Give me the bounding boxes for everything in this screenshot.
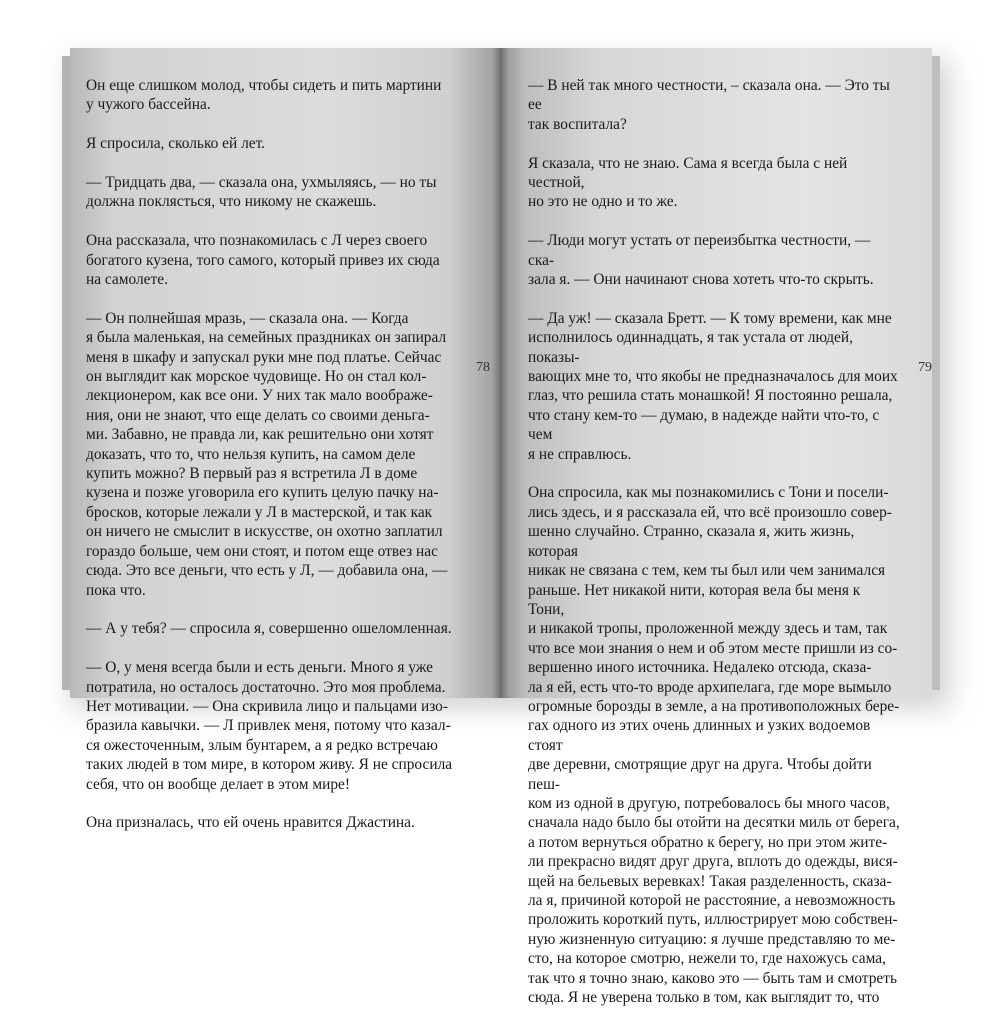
paragraph: — Тридцать два, — сказала она, ухмыляясь, — но ты должна поклясться, что никому не скажешь. [86, 174, 437, 211]
paragraph: — Да уж! — сказала Бретт. — К тому времени, как мне исполнилось одиннадцать, я так устала от людей, показы- вающих мне то, что якобы не предназначалось для моих глаз, что решила стать монашкой! Я постоянно решала, что стану кем-то — думаю, в надежде найти что-то, с чем я не справлюсь. [528, 309, 898, 463]
paragraph: — О, у меня всегда были и есть деньги. Много я уже потратила, но осталось достаточно. Это моя проблема. Нет мотивации. — Она скривила лицо и пальцами изо- бразила кавычки. — Л привлек меня, потому что казал- ся ожесточенным, злым бунтарем, а я редко встречаю таких людей в том мире, в котором живу. Я не спросила себя, что он вообще делает в этом мире! [86, 659, 453, 793]
paragraph: — В ней так много честности, – сказала она. — Это ты ее так воспитала? [528, 77, 890, 133]
paragraph: Она призналась, что ей очень нравится Джастина. [86, 814, 415, 832]
paragraph: Я спросила, сколько ей лет. [86, 135, 266, 153]
paragraph: — Он полнейшая мразь, — сказала она. — Когда я была маленькая, на семейных праздниках он запирал меня в шкафу и запускал руки мне под платье. Сейчас он выглядит как морское чудовище. Но он стал кол- лекционером, как все они. У них так мало воображе- ния, они не знают, что еще делать со своими деньга- ми. Забавно, не правда ли, как решительно они хотят доказать, что то, что нельзя купить, на самом деле купить можно? В первый раз я встретила Л в доме кузена и позже уговорила его купить целую пачку на- бросков, которые лежали у Л в мастерской, и так как он ничего не смыслит в искусстве, он охотно заплатил гораздо больше, чем они стоят, и потом еще отвез нас сюда. Это все деньги, что есть у Л, — добавила она, — пока что. [86, 309, 448, 599]
paragraph: Она рассказала, что познакомилась с Л через своего богатого кузена, того самого, который привез их сюда на самолете. [86, 232, 440, 289]
book-gutter [492, 48, 508, 698]
page-number: 79 [918, 360, 932, 375]
paragraph: Он еще слишком молод, чтобы сидеть и пить мартини у чужого бассейна. [86, 77, 442, 114]
right-page-text [528, 76, 900, 1027]
left-page [70, 48, 500, 832]
paragraph: — Люди могут устать от переизбытка честности, — ска- зала я. — Они начинают снова хотеть что-то скрыть. [528, 232, 874, 289]
paragraph: — А у тебя? — спросила я, совершенно ошеломленная. [86, 620, 452, 638]
page-number: 78 [476, 360, 490, 375]
right-page [500, 48, 932, 1007]
paragraph: Она спросила, как мы познакомились с Тони и посели- лись здесь, и я рассказала ей, что всё произошло совер- шенно случайно. Странно, сказала я, жить жизнь, которая никак не связана с тем, кем ты был или чем занимался раньше. Нет никакой нити, которая вела бы меня к Тони, и никакой тропы, проложенной между здесь и там, так что все мои знания о нем и об этом месте пришли из со- вершенно иного источника. Недалеко отсюда, сказа- ла я ей, есть что-то вроде архипелага, где море вымыло огромные борозды в земле, а на противоположных бере- гах одного из этих очень длинных и узких водоемов стоят две деревни, смотрящие друг на друга. Чтобы дойти пеш- ком из одной в другую, потребовалось бы много часов, сначала надо было бы отойти на десятки миль от берега, а потом вернуться обратно к берегу, но при этом жите- ли прекрасно видят друг друга, вплоть до одежды, вися- щей на бельевых веревках! Такая разделенность, сказа- ла я, причиной которой не расстояние, а невозможность проложить короткий путь, иллюстрирует мою собствен- ную жизненную ситуацию: я лучше представляю то ме- сто, на которое смотрю, нежели то, где нахожусь сама, так что я точно знаю, каково это — быть там и смотреть сюда. Я не уверена только в том, как выглядит то, что [528, 484, 900, 1007]
paragraph: Я сказала, что не знаю. Сама я всегда была с ней честной, но это не одно и то же. [528, 154, 848, 211]
left-page-text [86, 76, 456, 852]
